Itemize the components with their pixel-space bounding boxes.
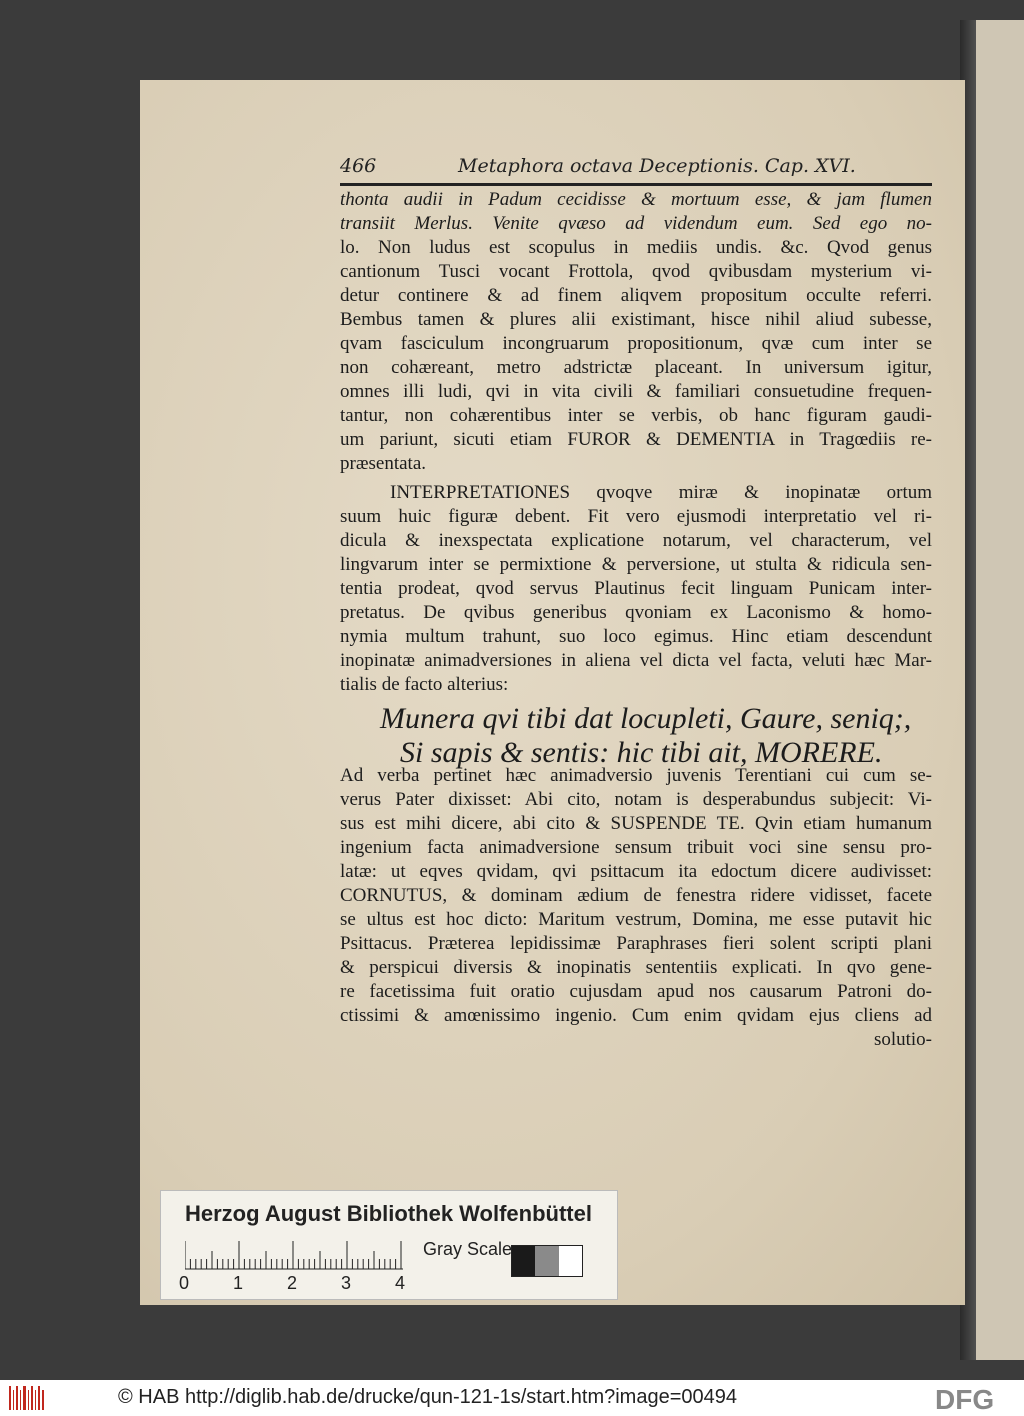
ruler-number: 1 — [233, 1273, 244, 1293]
verse-line-2: Si sapis & sentis: hic tibi ait, MORERE. — [400, 736, 883, 769]
ruler-scale — [185, 1241, 403, 1271]
text-line: omnes illi ludi, qvi in vita civili & familiari consuetudine frequen- — [340, 381, 932, 402]
text-line: latæ: ut eqves qvidam, qvi psittacum ita edoctum dicere audivisset: — [340, 861, 932, 882]
text-line: CORNUTUS, & dominam ædium de fenestra ridere vidisset, facete — [340, 885, 932, 906]
text-line: & perspicui diversis & inopinatis sententiis explicati. In qvo gene- — [340, 957, 932, 978]
text-line: INTERPRETATIONES qvoqve miræ & inopinatæ ortum — [390, 482, 932, 503]
footer-bar — [0, 1380, 1024, 1416]
dfg-logo-icon — [935, 1385, 1017, 1413]
text-line: detur continere & ad finem aliqvem propositum occulte referri. — [340, 285, 932, 306]
ruler-number: 2 — [287, 1273, 298, 1293]
text-line: transiit Merlus. Venite qvæso ad videndum eum. Sed ego no- — [340, 213, 932, 234]
text-line: nymia multum trahunt, suo loco egimus. Hinc etiam descendunt — [340, 626, 932, 647]
text-line: sus est mihi dicere, abi cito & SUSPENDE TE. Qvin etiam humanum — [340, 813, 932, 834]
text-line: tentia prodeat, qvod servus Plautinus fecit linguam Punicam inter- — [340, 578, 932, 599]
text-line: Bembus tamen & plures alii existimant, hisce nihil aliud subesse, — [340, 309, 932, 330]
ruler-number: 0 — [179, 1273, 190, 1293]
text-line: um pariunt, sicuti etiam FUROR & DEMENTIA in Tragœdiis re- — [340, 429, 932, 450]
text-block-3 — [340, 764, 932, 1052]
text-line: Ad verba pertinet hæc animadversio juvenis Terentiani cui cum se- — [340, 765, 932, 786]
text-line: pretatus. De qvibus generibus qvoniam ex Laconismo & homo- — [340, 602, 932, 623]
copyright-link[interactable]: © HAB http://diglib.hab.de/drucke/qun-121-1s/start.htm?image=00494 — [118, 1386, 737, 1408]
running-head: Metaphora octava Deceptionis. Cap. XVI. — [458, 155, 856, 177]
dfg-logo-text: DFG — [935, 1385, 995, 1413]
ruler-number: 4 — [395, 1273, 406, 1293]
library-name: Herzog August Bibliothek Wolfenbüttel — [185, 1201, 592, 1226]
page-header — [340, 155, 932, 185]
swatch-gray — [535, 1246, 558, 1276]
text-line: solutio- — [873, 1029, 932, 1050]
page-number: 466 — [340, 155, 377, 177]
text-line: qvam fasciculum incongruarum propositionum, qvæ cum inter se — [340, 333, 932, 354]
text-block-1 — [340, 188, 932, 476]
text-line: thonta audii in Padum cecidisse & mortuum esse, & jam flumen — [340, 189, 932, 210]
header-rule — [340, 183, 932, 186]
text-line: inopinatæ animadversiones in aliena vel dicta vel facta, veluti hæc Mar- — [340, 650, 932, 671]
text-line: lo. Non ludus est scopulus in mediis undis. &c. Qvod genus — [340, 237, 932, 258]
text-line: ingenium facta animadversione sensum tribuit voci sine sensu pro- — [340, 837, 932, 858]
text-line: tialis de facto alterius: — [340, 674, 509, 695]
verse-quotation — [380, 702, 940, 770]
swatch-white — [559, 1246, 582, 1276]
text-line: præsentata. — [340, 453, 427, 474]
text-line: dicula & inexspectata explicatione notarum, vel characterum, vel — [340, 530, 932, 551]
text-line: cantionum Tusci vocant Frottola, qvod qvibusdam mysterium vi- — [340, 261, 932, 282]
text-line: re facetissima fuit oratio cujusdam apud nos causarum Patroni do- — [340, 981, 932, 1002]
text-line: lingvarum inter se permixtione & perversione, ut stulta & ridicula sen- — [340, 554, 932, 575]
gray-scale-swatches — [511, 1245, 583, 1277]
text-line: verus Pater dixisset: Abi cito, notam is desperabundus subjecit: Vi- — [340, 789, 932, 810]
library-color-card — [160, 1190, 618, 1300]
facing-page-edge — [976, 20, 1024, 1360]
text-line: suum huic figuræ debent. Fit vero ejusmodi interpretatio vel ri- — [340, 506, 932, 527]
text-line: tantur, non cohærentibus inter se verbis, ob hanc figuram gaudi- — [340, 405, 932, 426]
text-line: ctissimi & amœnissimo ingenio. Cum enim qvidam ejus cliens ad — [340, 1005, 932, 1026]
text-block-2 — [340, 481, 932, 697]
swatch-black — [512, 1246, 535, 1276]
ruler-number: 3 — [341, 1273, 352, 1293]
verse-line-1: Munera qvi tibi dat locupleti, Gaure, seniq;, — [380, 702, 912, 735]
text-line: Psittacus. Præterea lepidissimæ Paraphrases fieri solent scripti plani — [340, 933, 932, 954]
text-line: se ultus est hoc dicto: Maritum vestrum, Domina, me esse putavit hic — [340, 909, 932, 930]
hab-barcode-icon — [8, 1384, 46, 1412]
text-line: non cohæreant, metro adstrictæ placeant. In universum igitur, — [340, 357, 932, 378]
gray-scale-label: Gray Scale — [423, 1239, 513, 1259]
